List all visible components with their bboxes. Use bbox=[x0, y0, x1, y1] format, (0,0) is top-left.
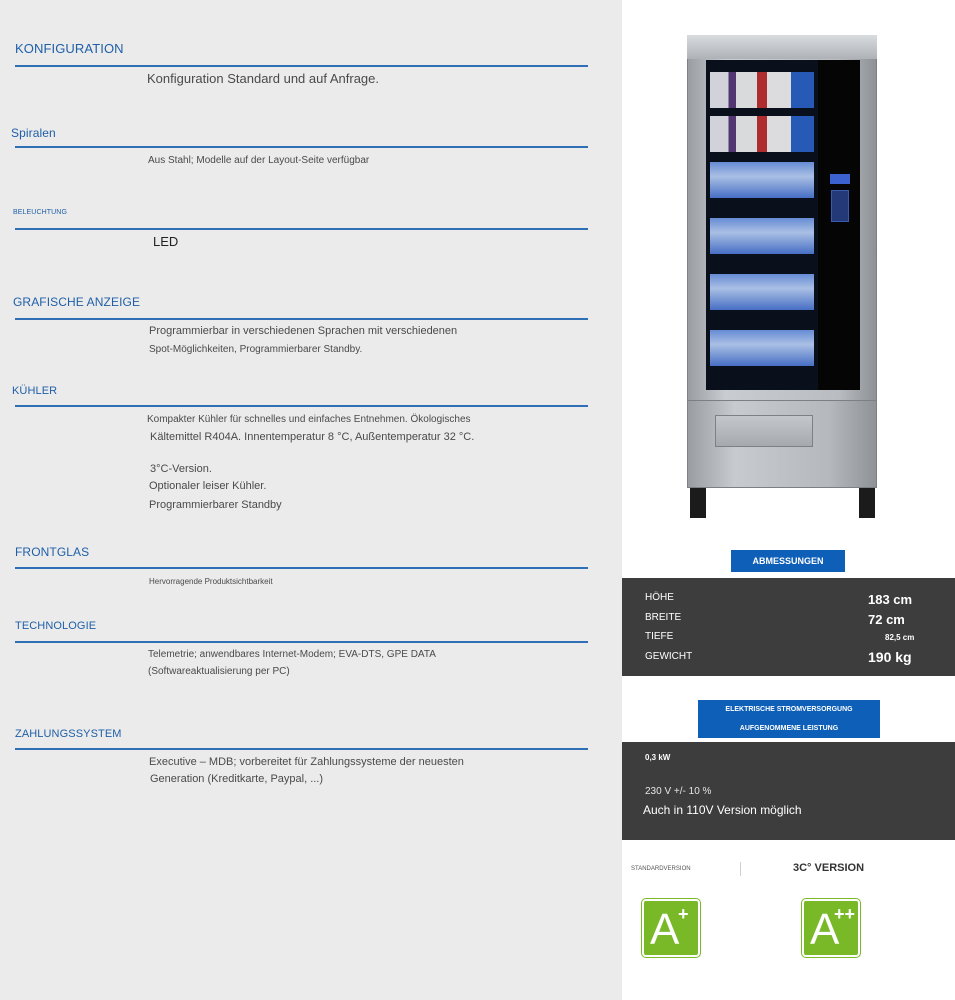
spiralen-divider bbox=[15, 146, 588, 148]
vending-machine-pickup-flap bbox=[715, 415, 813, 447]
zahlungssystem-heading: ZAHLUNGSSYSTEM bbox=[15, 728, 122, 740]
energy-class-a-plus-plus-badge bbox=[802, 899, 860, 957]
power-title-line1: ELEKTRISCHE STROMVERSORGUNG bbox=[725, 706, 853, 713]
grafische-anzeige-line1: Programmierbar in verschiedenen Sprachen mit verschiedenen bbox=[149, 325, 458, 337]
version-separator bbox=[740, 862, 741, 876]
kuehler-line3: 3°C-Version. bbox=[150, 463, 212, 475]
grafische-anzeige-line2: Spot-Möglichkeiten, Programmierbarer Standby. bbox=[149, 344, 363, 355]
depth-label: TIEFE bbox=[645, 631, 674, 642]
vending-machine-leg bbox=[859, 488, 875, 518]
product-summary-panel bbox=[622, 0, 955, 1000]
vending-machine-leg bbox=[690, 488, 706, 518]
height-label: HÖHE bbox=[645, 592, 674, 603]
energy-class-letter: A bbox=[810, 905, 840, 954]
kuehler-heading: KÜHLER bbox=[12, 385, 58, 397]
vending-machine-control-panel bbox=[818, 60, 860, 390]
kuehler-line1: Kompakter Kühler für schnelles und einfaches Entnehmen. Ökologisches bbox=[147, 414, 471, 425]
dimensions-table bbox=[622, 578, 955, 676]
vending-machine-shelf bbox=[710, 162, 814, 198]
weight-label: GEWICHT bbox=[645, 651, 693, 662]
technologie-line1: Telemetrie; anwendbares Internet-Modem; EVA-DTS, GPE DATA bbox=[148, 649, 436, 660]
grafische-anzeige-divider bbox=[15, 318, 588, 320]
energy-class-a-plus-badge bbox=[642, 899, 700, 957]
standard-version-label: STANDARDVERSION bbox=[631, 866, 691, 872]
energy-class-plus: + bbox=[678, 904, 689, 924]
power-voltage: 230 V +/- 10 % bbox=[645, 786, 712, 797]
frontglas-heading: FRONTGLAS bbox=[15, 545, 90, 559]
power-title-line2: AUFGENOMMENE LEISTUNG bbox=[739, 725, 839, 732]
dimensions-title: ABMESSUNGEN bbox=[731, 550, 845, 572]
vending-machine-shelf bbox=[710, 330, 814, 366]
vending-machine-shelf bbox=[710, 116, 814, 152]
energy-class-letter: A bbox=[650, 905, 680, 954]
beleuchtung-text: LED bbox=[153, 234, 179, 249]
vending-machine-shelf bbox=[710, 274, 814, 310]
beleuchtung-heading: BELEUCHTUNG bbox=[13, 209, 67, 216]
power-panel bbox=[622, 742, 955, 840]
kuehler-line4: Optionaler leiser Kühler. bbox=[149, 480, 267, 492]
energy-class-plus: ++ bbox=[834, 904, 856, 924]
spiralen-text: Aus Stahl; Modelle auf der Layout-Seite verfügbar bbox=[148, 155, 370, 166]
kuehler-line5: Programmierbarer Standby bbox=[149, 499, 282, 511]
vending-machine-display bbox=[830, 174, 850, 184]
depth-value: 82,5 cm bbox=[885, 633, 915, 642]
power-consumption: 0,3 kW bbox=[645, 753, 671, 762]
zahlungssystem-line1: Executive – MDB; vorbereitet für Zahlungssysteme der neuesten bbox=[149, 756, 464, 768]
technologie-divider bbox=[15, 641, 588, 643]
technologie-heading: TECHNOLOGIE bbox=[15, 620, 97, 632]
width-label: BREITE bbox=[645, 612, 682, 623]
width-value: 72 cm bbox=[868, 612, 905, 627]
konfiguration-divider bbox=[15, 65, 588, 67]
frontglas-divider bbox=[15, 567, 588, 569]
kuehler-line2: Kältemittel R404A. Innentemperatur 8 °C, Außentemperatur 32 °C. bbox=[150, 431, 475, 443]
height-value: 183 cm bbox=[868, 592, 913, 607]
grafische-anzeige-heading: GRAFISCHE ANZEIGE bbox=[13, 295, 141, 309]
konfiguration-text: Konfiguration Standard und auf Anfrage. bbox=[147, 71, 380, 86]
konfiguration-heading: KONFIGURATION bbox=[15, 41, 124, 56]
technologie-line2: (Softwareaktualisierung per PC) bbox=[148, 666, 290, 677]
vending-machine-keypad bbox=[831, 190, 849, 222]
power-title bbox=[698, 700, 880, 738]
beleuchtung-divider bbox=[15, 228, 588, 230]
vending-machine-shelf bbox=[710, 218, 814, 254]
zahlungssystem-divider bbox=[15, 748, 588, 750]
cold-version-label: 3C° VERSION bbox=[793, 862, 865, 874]
spiralen-heading: Spiralen bbox=[11, 126, 56, 140]
weight-value: 190 kg bbox=[868, 649, 912, 665]
vending-machine-shelf bbox=[710, 72, 814, 108]
frontglas-text: Hervorragende Produktsichtbarkeit bbox=[149, 577, 273, 586]
power-note: Auch in 110V Version möglich bbox=[643, 803, 802, 817]
kuehler-divider bbox=[15, 405, 588, 407]
zahlungssystem-line2: Generation (Kreditkarte, Paypal, ...) bbox=[150, 773, 324, 785]
vending-machine-top bbox=[687, 35, 877, 59]
